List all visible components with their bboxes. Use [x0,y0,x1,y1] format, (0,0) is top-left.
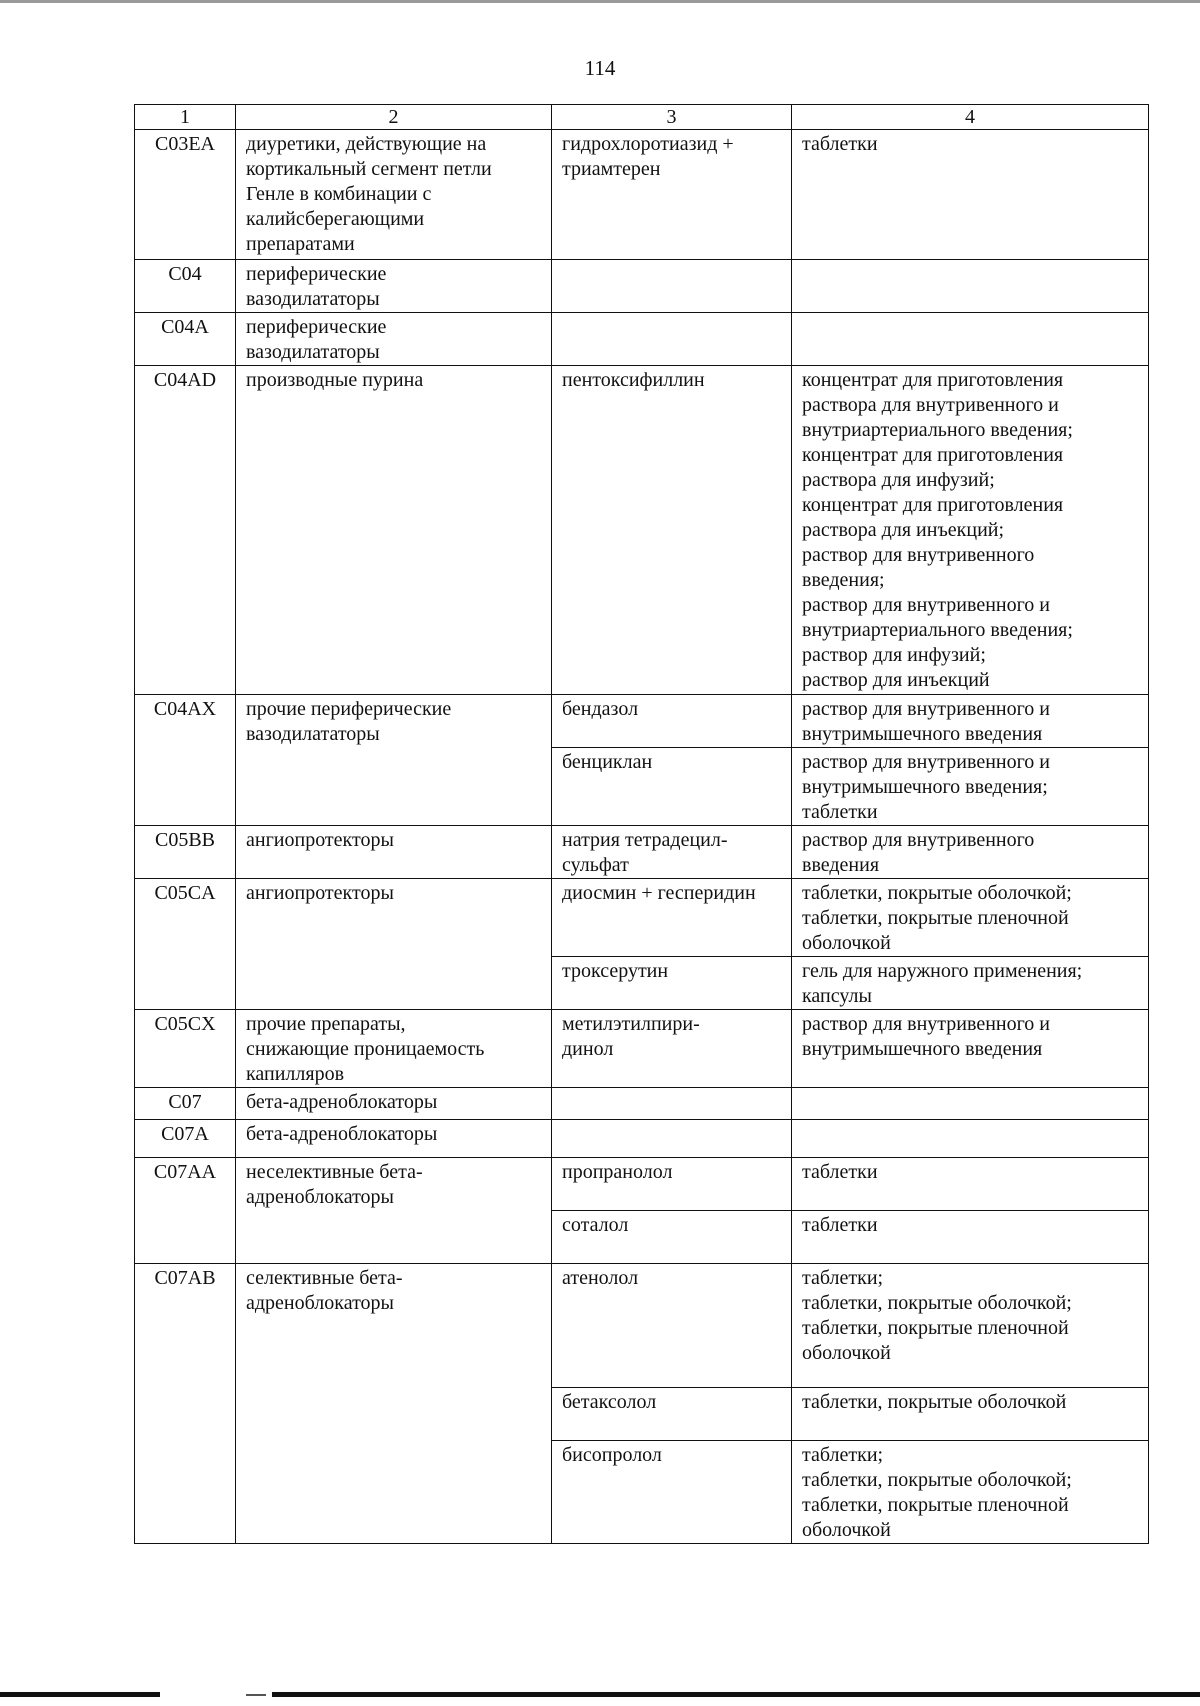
group-name: селективные бета- адреноблокаторы [236,1264,552,1544]
bottom-scan-dash [246,1694,266,1696]
table-row [135,1088,1149,1120]
table-row [135,130,1149,260]
dosage-forms: таблетки [792,1211,1149,1264]
table-row [135,260,1149,313]
atc-code: C07AB [135,1264,236,1544]
atc-code: C04AD [135,366,236,695]
drug-name: троксерутин [552,957,792,1010]
drug-name: соталол [552,1211,792,1264]
drug-name: натрия тетрадецил- сульфат [552,826,792,879]
drug-name: бендазол [552,695,792,748]
dosage-forms: таблетки, покрытые оболочкой; таблетки, покрытые пленочной оболочкой [792,879,1149,957]
column-header-1: 1 [135,105,236,130]
atc-code: C04A [135,313,236,366]
group-name: бета-адреноблокаторы [236,1088,552,1120]
atc-code: C07A [135,1120,236,1158]
atc-code: C05CA [135,879,236,1010]
dosage-forms: таблетки [792,130,1149,260]
atc-code: C07AA [135,1158,236,1264]
atc-code: C04 [135,260,236,313]
bottom-scan-edge-right [272,1692,1200,1697]
top-scan-edge [0,0,1200,3]
dosage-forms: таблетки, покрытые оболочкой [792,1388,1149,1441]
dosage-forms: таблетки; таблетки, покрытые оболочкой; таблетки, покрытые пленочной оболочкой [792,1441,1149,1544]
group-name: ангиопротекторы [236,879,552,1010]
dosage-forms: таблетки [792,1158,1149,1211]
dosage-forms: раствор для внутривенного и внутримышечного введения [792,695,1149,748]
drug-name: метилэтилпири- динол [552,1010,792,1088]
dosage-forms [792,1088,1149,1120]
drug-table [134,104,1149,1544]
drug-name: пентоксифиллин [552,366,792,695]
table-header-row [135,105,1149,130]
drug-name: бенциклан [552,748,792,826]
bottom-scan-edge-left [0,1692,160,1697]
atc-code: C05BB [135,826,236,879]
group-name: бета-адреноблокаторы [236,1120,552,1158]
column-header-4: 4 [792,105,1149,130]
drug-name: атенолол [552,1264,792,1388]
column-header-3: 3 [552,105,792,130]
group-name: прочие периферические вазодилататоры [236,695,552,826]
group-name: прочие препараты, снижающие проницаемость капилляров [236,1010,552,1088]
drug-name: пропранолол [552,1158,792,1211]
table-row [135,879,1149,957]
drug-name: диосмин + гесперидин [552,879,792,957]
dosage-forms: концентрат для приготовления раствора для внутривенного и внутриартериального введения; концентрат для приготовления раствора для инфузий; концентрат для приготовления раствора для инъекций; раствор для внутривенного введения; раствор для внутривенного и внутриартериального введения; раствор для инфузий; раствор для инъекций [792,366,1149,695]
drug-name [552,1088,792,1120]
atc-code: C04AX [135,695,236,826]
table-row [135,366,1149,695]
group-name: ангиопротекторы [236,826,552,879]
table-row [135,1264,1149,1388]
drug-name: бетаксолол [552,1388,792,1441]
dosage-forms: таблетки; таблетки, покрытые оболочкой; таблетки, покрытые пленочной оболочкой [792,1264,1149,1388]
group-name: неселективные бета- адреноблокаторы [236,1158,552,1264]
table-row [135,695,1149,748]
group-name: периферические вазодилататоры [236,260,552,313]
table-row [135,1120,1149,1158]
page-number: 114 [584,56,616,80]
table-row [135,313,1149,366]
drug-name [552,313,792,366]
dosage-forms [792,260,1149,313]
drug-name: гидрохлоротиазид + триамтерен [552,130,792,260]
atc-code: C03EA [135,130,236,260]
dosage-forms: раствор для внутривенного и внутримышечного введения [792,1010,1149,1088]
atc-code: C07 [135,1088,236,1120]
dosage-forms [792,313,1149,366]
group-name: диуретики, действующие на кортикальный сегмент петли Генле в комбинации с калийсберегающими препаратами [236,130,552,260]
group-name: периферические вазодилататоры [236,313,552,366]
column-header-2: 2 [236,105,552,130]
table-row [135,1010,1149,1088]
dosage-forms: гель для наружного применения; капсулы [792,957,1149,1010]
dosage-forms [792,1120,1149,1158]
drug-name [552,1120,792,1158]
drug-name: бисопролол [552,1441,792,1544]
group-name: производные пурина [236,366,552,695]
table-row [135,826,1149,879]
drug-name [552,260,792,313]
atc-code: C05CX [135,1010,236,1088]
table-row [135,1158,1149,1211]
dosage-forms: раствор для внутривенного введения [792,826,1149,879]
dosage-forms: раствор для внутривенного и внутримышечного введения; таблетки [792,748,1149,826]
